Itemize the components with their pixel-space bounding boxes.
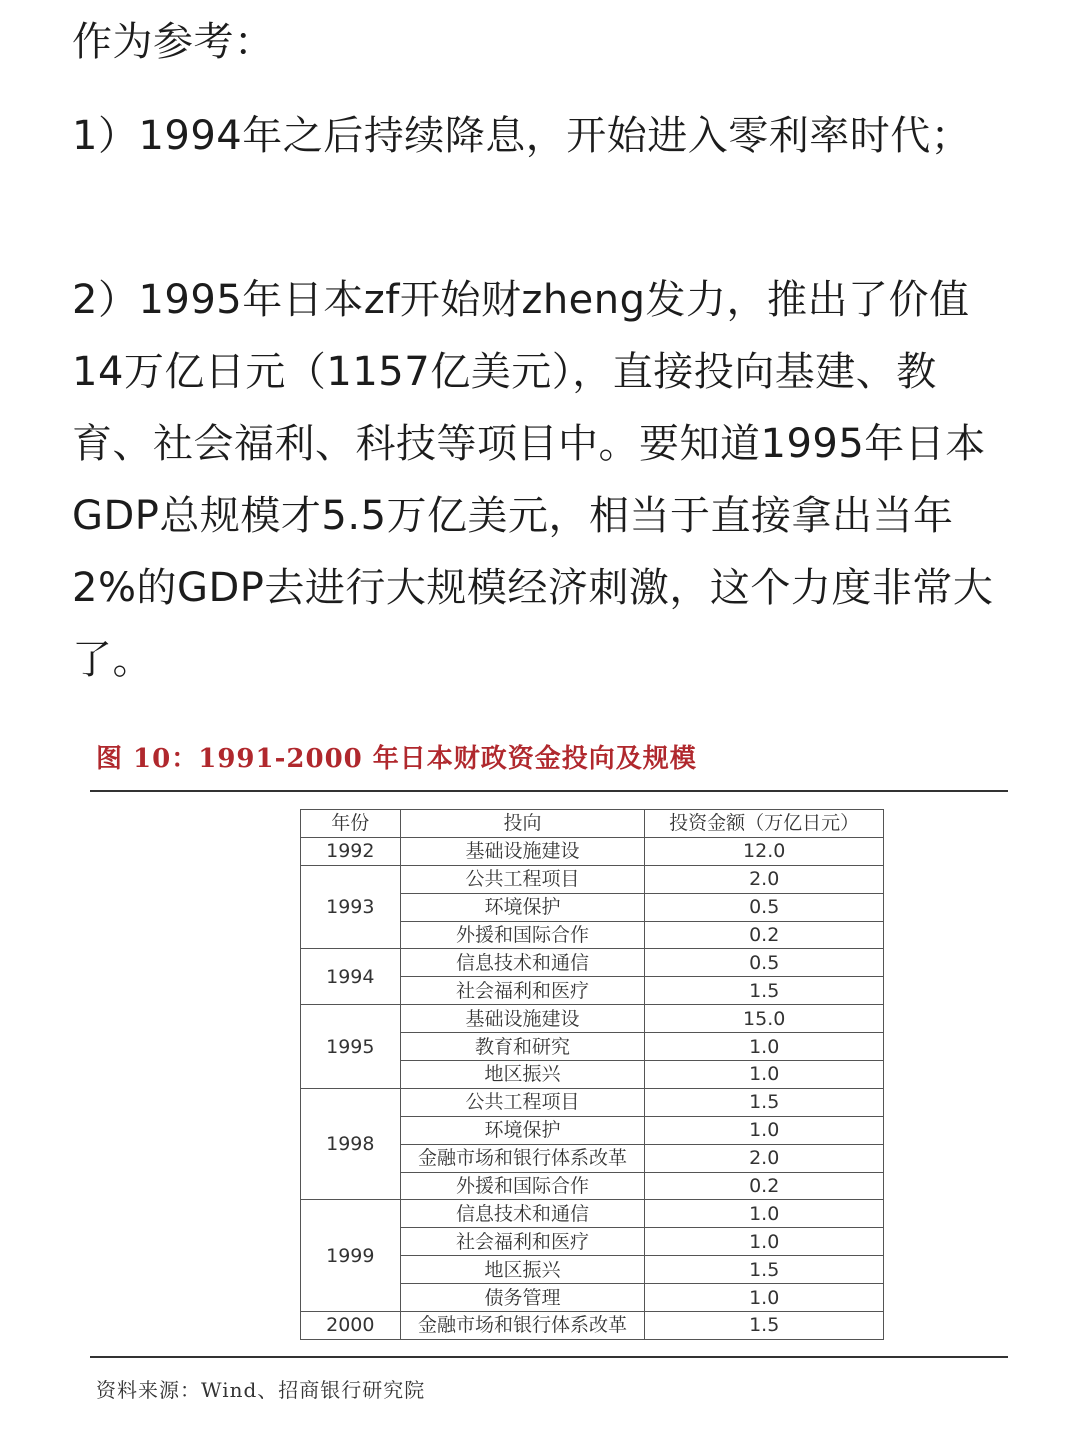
- direction-cell: 信息技术和通信: [400, 949, 645, 977]
- table-row: [301, 949, 884, 977]
- table-body: [301, 837, 884, 1339]
- direction-cell: 教育和研究: [400, 1033, 645, 1061]
- direction-cell: 信息技术和通信: [400, 1200, 645, 1228]
- direction-cell: 社会福利和医疗: [400, 977, 645, 1005]
- direction-cell: 公共工程项目: [400, 865, 645, 893]
- table-row: [301, 837, 884, 865]
- header-direction: 投向: [400, 810, 645, 838]
- amount-cell: 1.0: [645, 1200, 884, 1228]
- direction-cell: 金融市场和银行体系改革: [400, 1144, 645, 1172]
- amount-cell: 1.0: [645, 1228, 884, 1256]
- amount-cell: 15.0: [645, 1005, 884, 1033]
- amount-cell: 1.5: [645, 1088, 884, 1116]
- amount-cell: 1.0: [645, 1284, 884, 1312]
- point-one-text: 1）1994年之后持续降息，开始进入零利率时代；: [72, 113, 972, 159]
- source-note: 资料来源：Wind、招商银行研究院: [96, 1378, 426, 1402]
- amount-cell: 1.5: [645, 1312, 884, 1340]
- header-amount: 投资金额（万亿日元）: [645, 810, 884, 838]
- figure-bottom-rule: [90, 1356, 1008, 1358]
- direction-cell: 环境保护: [400, 893, 645, 921]
- amount-cell: 0.5: [645, 893, 884, 921]
- direction-cell: 公共工程项目: [400, 1088, 645, 1116]
- amount-cell: 1.0: [645, 1061, 884, 1089]
- figure-title: 图 10：1991-2000 年日本财政资金投向及规模: [96, 744, 697, 774]
- direction-cell: 地区振兴: [400, 1061, 645, 1089]
- year-cell: 1998: [301, 1088, 401, 1200]
- direction-cell: 环境保护: [400, 1116, 645, 1144]
- amount-cell: 0.5: [645, 949, 884, 977]
- year-cell: 1999: [301, 1200, 401, 1312]
- header-year: 年份: [301, 810, 401, 838]
- amount-cell: 1.5: [645, 1256, 884, 1284]
- year-cell: 1993: [301, 865, 401, 949]
- direction-cell: 基础设施建设: [400, 1005, 645, 1033]
- year-cell: 1994: [301, 949, 401, 1005]
- table-row: [301, 1088, 884, 1116]
- amount-cell: 0.2: [645, 921, 884, 949]
- year-cell: 1995: [301, 1005, 401, 1089]
- amount-cell: 1.0: [645, 1116, 884, 1144]
- direction-cell: 外援和国际合作: [400, 1172, 645, 1200]
- amount-cell: 0.2: [645, 1172, 884, 1200]
- year-cell: 1992: [301, 837, 401, 865]
- intro-text: 作为参考：: [72, 19, 275, 65]
- amount-cell: 1.0: [645, 1033, 884, 1061]
- direction-cell: 基础设施建设: [400, 837, 645, 865]
- amount-cell: 2.0: [645, 865, 884, 893]
- amount-cell: 1.5: [645, 977, 884, 1005]
- table-row: [301, 1312, 884, 1340]
- table-row: [301, 1005, 884, 1033]
- direction-cell: 金融市场和银行体系改革: [400, 1312, 645, 1340]
- table-row: [301, 1200, 884, 1228]
- figure-top-rule: [90, 790, 1008, 792]
- table-header-row: [301, 810, 884, 838]
- amount-cell: 12.0: [645, 837, 884, 865]
- direction-cell: 债务管理: [400, 1284, 645, 1312]
- year-cell: 2000: [301, 1312, 401, 1340]
- direction-cell: 地区振兴: [400, 1256, 645, 1284]
- table-row: [301, 865, 884, 893]
- investment-table: [300, 809, 884, 1340]
- amount-cell: 2.0: [645, 1144, 884, 1172]
- direction-cell: 外援和国际合作: [400, 921, 645, 949]
- direction-cell: 社会福利和医疗: [400, 1228, 645, 1256]
- point-two-text: 2）1995年日本zf开始财zheng发力，推出了价值14万亿日元（1157亿美元），直接投向基建、教育、社会福利、科技等项目中。要知道1995年日本GDP总规模才5.5万亿美元，相当于直接拿出当年2%的GDP去进行大规模经济刺激，这个力度非常大了。: [72, 277, 994, 683]
